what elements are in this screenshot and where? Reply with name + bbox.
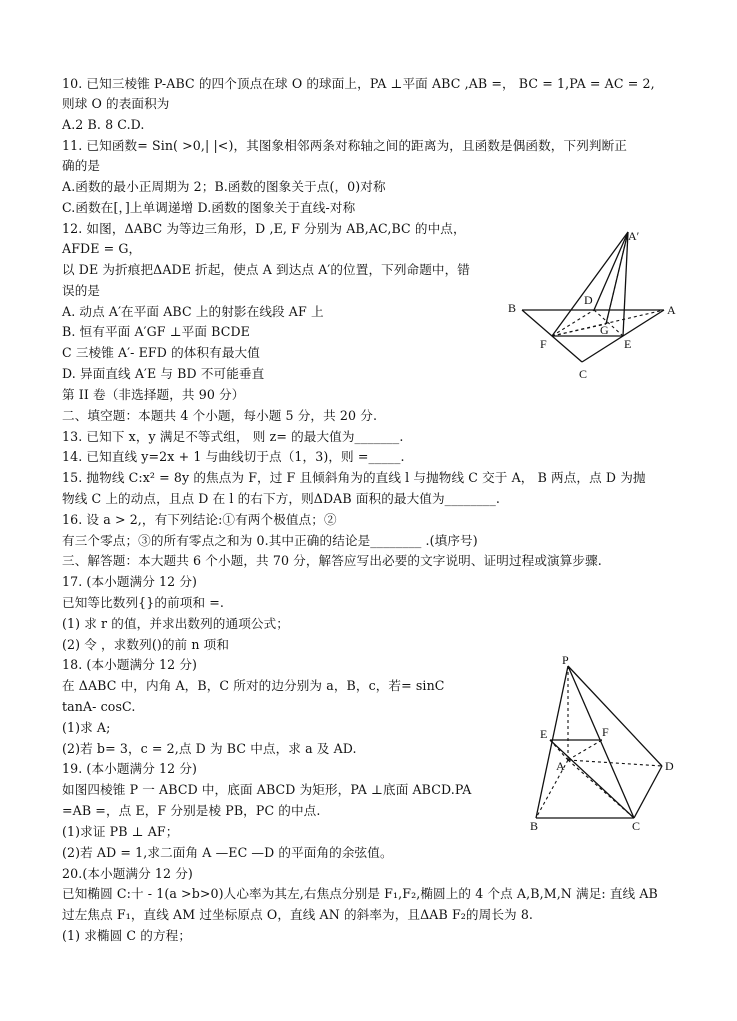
q18-title: 18. (本小题满分 12 分) (62, 657, 198, 672)
q12-label-Aprime: A′ (628, 229, 640, 243)
q19-sub2: (2)若 AD = 1,求二面角 A —EC —D 的平面角的余弦值。 (62, 845, 393, 860)
q12-option-d: D. 异面直线 A′E 与 BD 不可能垂直 (62, 366, 265, 381)
q19-edge-PD (568, 666, 662, 766)
q18-sub1: (1)求 A; (62, 720, 111, 735)
q20-title: 20.(本小题满分 12 分) (62, 866, 193, 881)
q10-line1: 10. 已知三棱锥 P-ABC 的四个顶点在球 O 的球面上，PA ⊥平面 ABC ,AB =， BC = 1,PA = AC = 2, (62, 76, 655, 91)
q12-line3: 以 DE 为折痕把ΔADE 折起，使点 A 到达点 A′的位置，下列命题中，错 (62, 262, 470, 277)
q19-dashed-AF (568, 740, 602, 760)
q13: 13. 已知下 x，y 满足不等式组， 则 z= 的最大值为_______. (62, 429, 404, 444)
q15-line2: 物线 C 上的动点，且点 D 在 l 的右下方，则ΔDAB 面积的最大值为________. (62, 491, 500, 506)
answer-header: 三、解答题：本大题共 6 个小题，共 70 分，解答应写出必要的文字说明、证明过程或演算步骤. (62, 553, 602, 568)
q12-figure (502, 222, 682, 384)
q18-line2: tanA- cosC. (62, 699, 136, 714)
q11-line1: 11. 已知函数= Sin( >0,| |<)，其图象相邻两条对称轴之间的距离为，且函数是偶函数，下列判断正 (62, 138, 627, 153)
q19-edge-EC (550, 740, 634, 818)
q12-edge-A'F (552, 232, 628, 336)
q19-line1: 如图四棱锥 P 一 ABCD 中，底面 ABCD 为矩形，PA ⊥底面 ABCD.PA (62, 782, 472, 797)
q15-line1: 15. 抛物线 C:x² = 8y 的焦点为 F，过 F 且倾斜角为的直线 l 与抛物线 C 交于 A， B 两点，点 D 为抛 (62, 470, 646, 485)
q19-figure (512, 652, 687, 832)
q20-line1: 已知椭圆 C:十 - 1(a >b>0)人心率为其左,右焦点分别是 F₁,F₂,椭圆上的 4 个点 A,B,M,N 满足: 直线 AB (62, 886, 658, 901)
q12-label-D: D (584, 293, 593, 307)
q12-option-c: C 三棱锥 A′- EFD 的体积有最大值 (62, 345, 260, 360)
q16-line1: 16. 设 a > 2,，有下列结论:①有两个极值点；② (62, 512, 337, 527)
q12-label-C: C (579, 367, 588, 381)
q12-option-a: A. 动点 A′在平面 ABC 上的射影在线段 AF 上 (62, 304, 324, 319)
q12-label-G: G (600, 323, 609, 337)
q20-line2: 过左焦点 F₁，直线 AM 过坐标原点 O，直线 AN 的斜率为，且ΔAB F₂的周长为 8. (62, 907, 534, 922)
q12-line4: 误的是 (62, 283, 101, 298)
q11-line3: A.函数的最小正周期为 2；B.函数的图象关于点(，0)对称 (62, 179, 386, 194)
q17-sub1: (1) 求 r 的值，并求出数列的通项公式； (62, 616, 289, 631)
q12-label-E: E (624, 337, 632, 351)
q18-line1: 在 ΔABC 中，内角 A，B，C 所对的边分别为 a，B，c，若= sinC (62, 678, 445, 693)
q18-sub2: (2)若 b= 3，c = 2,点 D 为 BC 中点，求 a 及 AD. (62, 741, 357, 756)
q19-edge-PC (568, 666, 634, 818)
q19-edge-CD (634, 766, 662, 818)
q19-dashed-AC (568, 760, 634, 818)
q12-option-b: B. 恒有平面 A′GF ⊥平面 BCDE (62, 324, 250, 339)
q14: 14. 已知直线 y=2x + 1 与曲线切于点（1，3)，则 =_____. (62, 449, 405, 464)
q19-label-E: E (540, 727, 548, 741)
q12-dashed-FD (552, 310, 594, 336)
q10-options: A.2 B. 8 C.D. (62, 117, 145, 132)
q17-sub2: (2) 令 ，求数列()的前 n 项和 (62, 637, 230, 652)
q10-line2: 则球 O 的表面积为 (62, 96, 170, 111)
q17-title: 17. (本小题满分 12 分) (62, 574, 198, 589)
q17-stem: 已知等比数列{}的前项和 =. (62, 595, 225, 610)
part2-header: 第 II 卷（非选择题，共 90 分） (62, 387, 245, 402)
q19-dashed-AD (568, 760, 662, 766)
fill-in-header: 二、填空题：本题共 4 个小题，每小题 5 分，共 20 分. (62, 408, 378, 423)
q19-line2: =AB =，点 E，F 分别是棱 PB，PC 的中点. (62, 803, 321, 818)
q16-line2: 有三个零点；③的所有零点之和为 0.其中正确的结论是________ .(填序号) (62, 533, 478, 548)
q12-line2: AFDE = G， (62, 241, 142, 256)
q19-label-D: D (665, 759, 674, 773)
q12-line1: 12. 如图，ΔABC 为等边三角形，D ,E, F 分别为 AB,AC,BC 的中点， (62, 221, 466, 236)
q12-label-F: F (540, 337, 547, 351)
q20-sub1: (1) 求椭圆 C 的方程； (62, 928, 192, 943)
q12-label-B: B (508, 301, 517, 315)
q19-title: 19. (本小题满分 12 分) (62, 761, 198, 776)
q19-label-A: A (556, 759, 565, 773)
q19-label-C: C (632, 819, 641, 832)
q19-label-P: P (562, 653, 569, 667)
q19-label-B: B (530, 819, 539, 832)
q11-line2: 确的是 (62, 158, 101, 173)
q19-label-F: F (602, 725, 609, 739)
q11-line4: C.函数在[，]上单调递增 D.函数的图象关于直线-对称 (62, 200, 356, 215)
q19-sub1: (1)求证 PB ⊥ AF； (62, 824, 179, 839)
q12-label-A: A (667, 303, 676, 317)
